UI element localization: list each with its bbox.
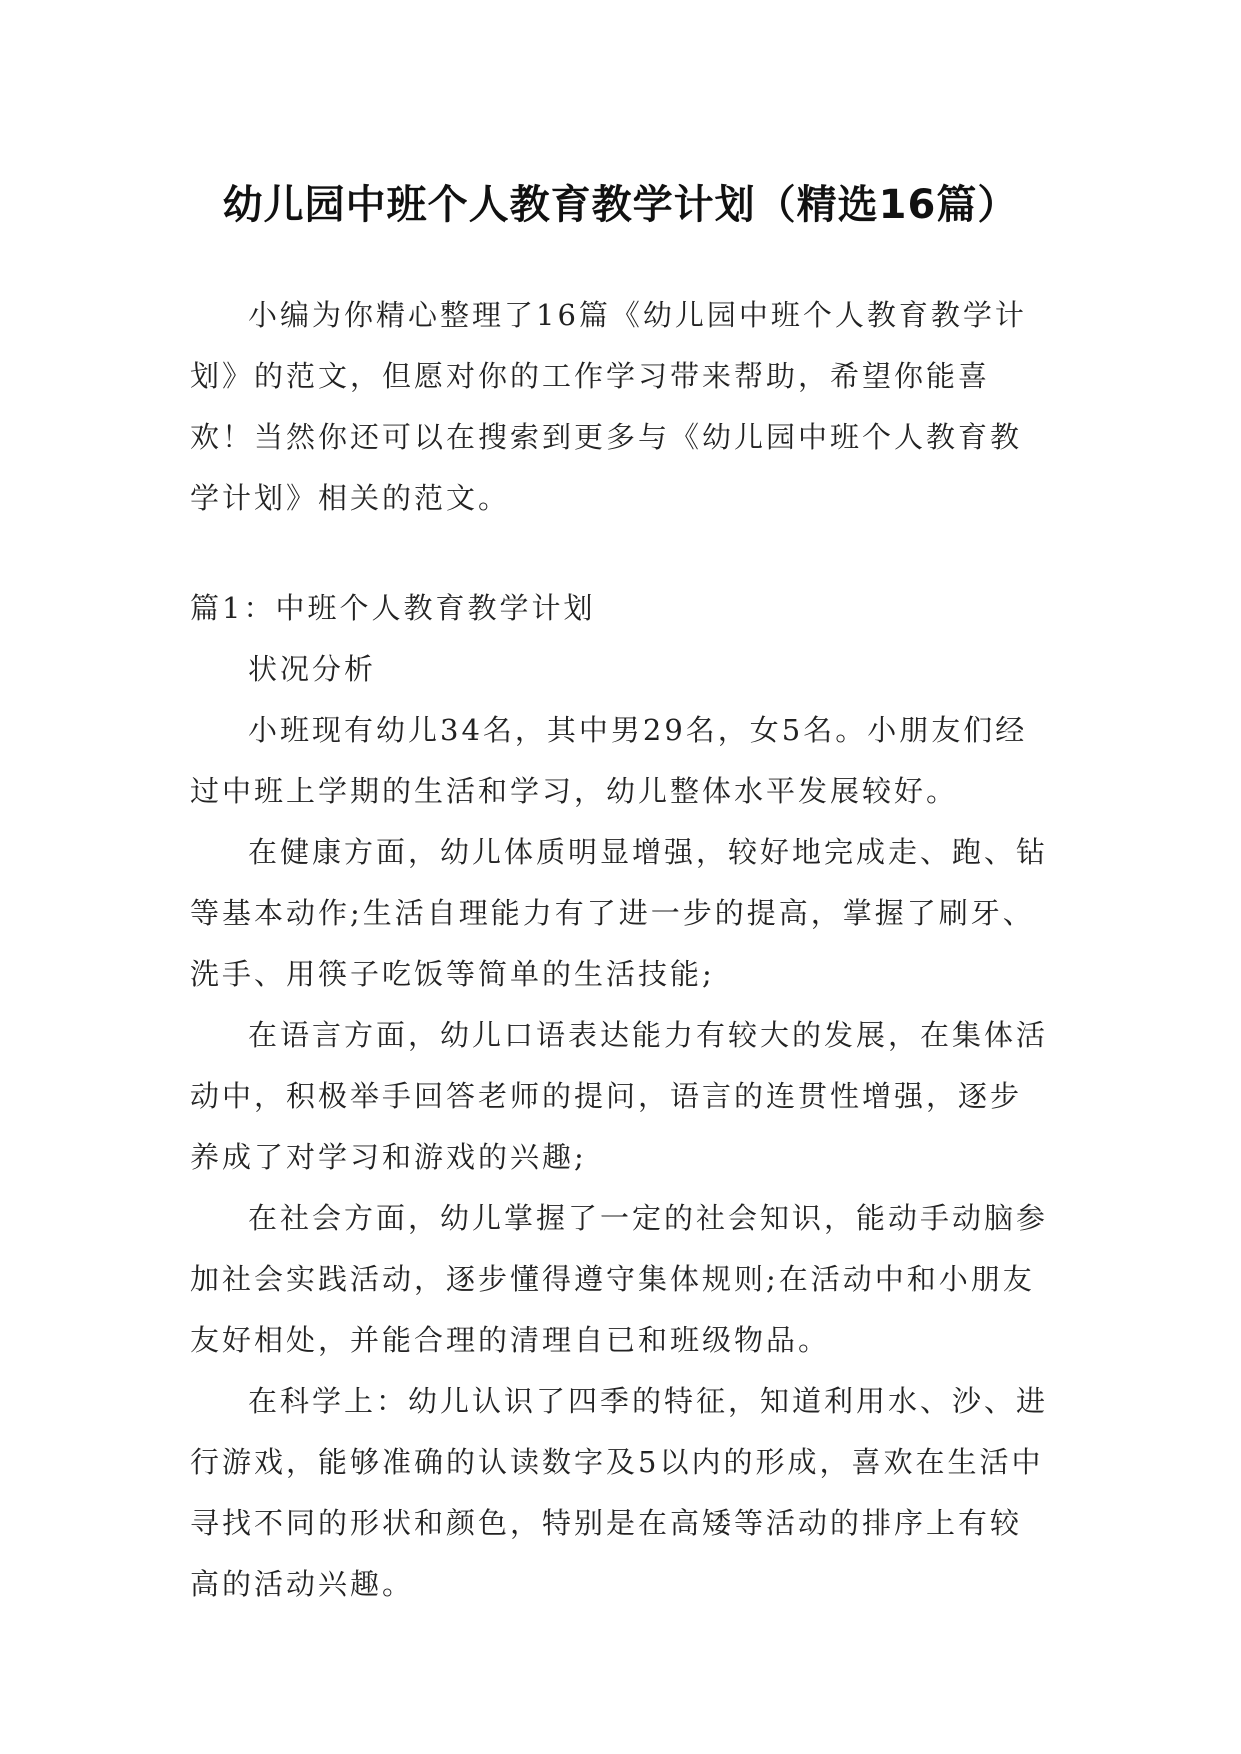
- paragraph-science: 在科学上：幼儿认识了四季的特征，知道利用水、沙、进行游戏，能够准确的认读数字及5以内的形成，喜欢在生活中寻找不同的形状和颜色，特别是在高矮等活动的排序上有较高的活动兴趣。: [190, 1384, 1049, 1601]
- paragraph-social: 在社会方面，幼儿掌握了一定的社会知识，能动手动脑参加社会实践活动，逐步懂得遵守集体规则;在活动中和小朋友友好相处，并能合理的清理自已和班级物品。: [190, 1201, 1049, 1357]
- paragraph-class-overview: 小班现有幼儿34名，其中男29名，女5名。小朋友们经过中班上学期的生活和学习，幼儿整体水平发展较好。: [190, 713, 1028, 808]
- paragraph-language: 在语言方面，幼儿口语表达能力有较大的发展，在集体活动中，积极举手回答老师的提问，语言的连贯性增强，逐步养成了对学习和游戏的兴趣;: [190, 1018, 1049, 1174]
- document-title: 幼儿园中班个人教育教学计划（精选16篇）: [222, 181, 1019, 228]
- intro-section: [190, 285, 1050, 529]
- sub-heading: 状况分析: [248, 652, 377, 686]
- paragraph-health: 在健康方面，幼儿体质明显增强，较好地完成走、跑、钻等基本动作;生活自理能力有了进一步的提高，掌握了刷牙、洗手、用筷子吃饭等简单的生活技能;: [190, 835, 1049, 991]
- section-heading: 篇1：中班个人教育教学计划: [190, 591, 596, 625]
- intro-paragraph: 小编为你精心整理了16篇《幼儿园中班个人教育教学计划》的范文，但愿对你的工作学习带来帮助，希望你能喜欢！当然你还可以在搜索到更多与《幼儿园中班个人教育教学计划》相关的范文。: [190, 298, 1027, 515]
- article-section: [190, 578, 1050, 1615]
